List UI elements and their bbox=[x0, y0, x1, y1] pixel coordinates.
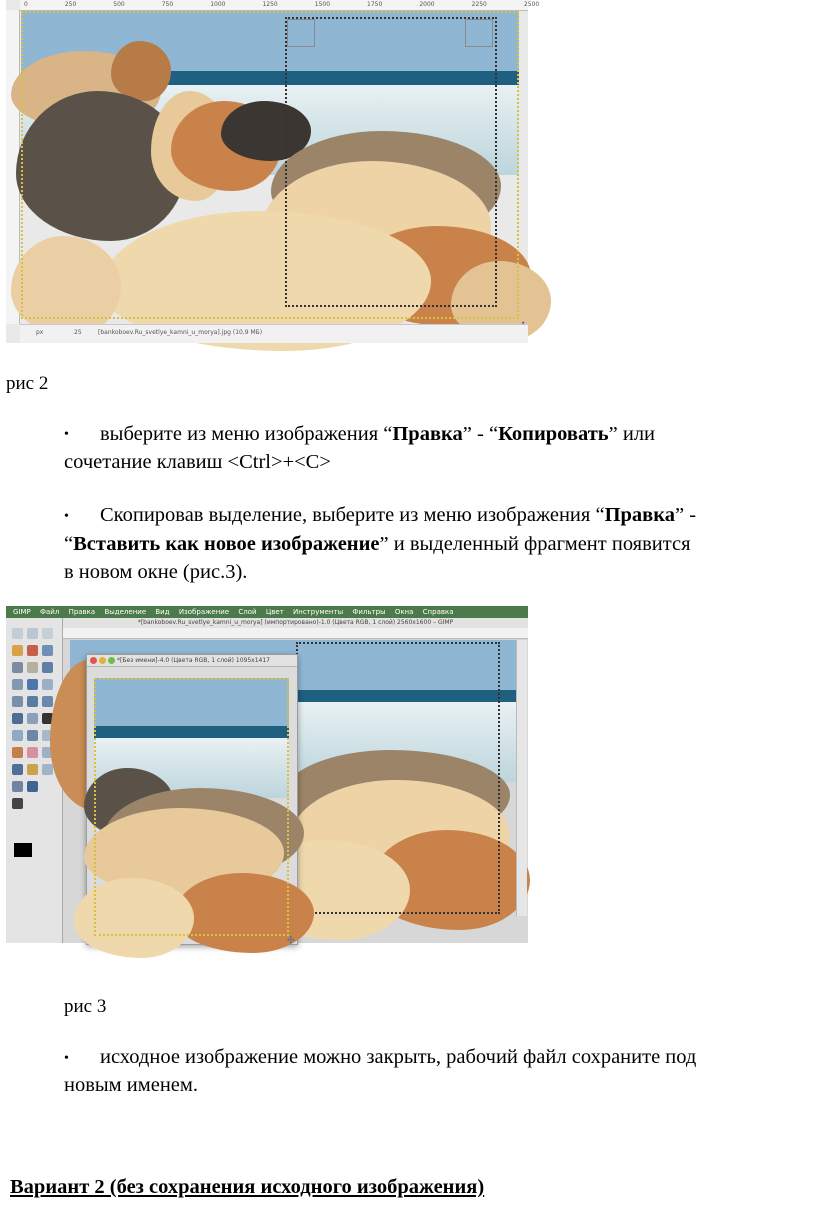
ruler-tick: 0 bbox=[24, 1, 28, 8]
menu-select[interactable]: Выделение bbox=[104, 608, 147, 616]
paths-tool-icon[interactable] bbox=[12, 662, 23, 673]
menu-view[interactable]: Вид bbox=[155, 608, 170, 616]
eraser-tool-icon[interactable] bbox=[27, 747, 38, 758]
blur-tool-icon[interactable] bbox=[12, 798, 23, 809]
figure-2-screenshot bbox=[6, 0, 540, 343]
color-picker-tool-icon[interactable] bbox=[27, 662, 38, 673]
main-window-title: *[bankoboev.Ru_svetlye_kamni_u_morya] (импортировано)-1.0 (Цвета RGB, 1 слой) 2560x1600 – GIMP bbox=[63, 618, 528, 629]
menu-edit[interactable]: Правка bbox=[68, 608, 96, 616]
ruler-tick: 750 bbox=[161, 1, 174, 8]
measure-tool-icon[interactable] bbox=[12, 679, 23, 690]
menu-item-name: Вставить как новое изображение bbox=[73, 533, 380, 555]
ruler-tick: 1500 bbox=[314, 1, 331, 8]
pencil-tool-icon[interactable] bbox=[12, 747, 23, 758]
ruler-tick: 2500 bbox=[523, 1, 540, 8]
figure-3-screenshot bbox=[6, 606, 528, 946]
bullet: • bbox=[64, 509, 69, 524]
step-1-line-1: выберите из меню изображения “Правка” - “Копировать” или bbox=[100, 423, 656, 445]
maximize-icon[interactable] bbox=[108, 657, 115, 664]
menu-file[interactable]: Файл bbox=[39, 608, 60, 616]
menu-windows[interactable]: Окна bbox=[394, 608, 414, 616]
fuzzy-select-tool-icon[interactable] bbox=[12, 645, 23, 656]
navigate-icon[interactable]: ✣ bbox=[287, 936, 295, 946]
foreground-color-swatch[interactable] bbox=[14, 843, 32, 857]
zoom-tool-icon[interactable] bbox=[42, 662, 53, 673]
menu-name: Правка bbox=[604, 504, 675, 526]
selection-handle[interactable] bbox=[465, 19, 493, 47]
selection-handle[interactable] bbox=[287, 19, 315, 47]
layer-boundary bbox=[94, 678, 289, 936]
step-3-line-2: новым именем. bbox=[64, 1074, 198, 1096]
bullet: • bbox=[64, 1051, 69, 1066]
new-window-title: *[Без имени]-4.0 (Цвета RGB, 1 слой) 1095x1417 bbox=[117, 657, 270, 664]
rectangle-selection[interactable] bbox=[285, 17, 497, 307]
step-1-line-2: сочетание клавиш <Ctrl>+<C> bbox=[64, 451, 331, 473]
flip-tool-icon[interactable] bbox=[12, 730, 23, 741]
figure-3-caption: рис 3 bbox=[64, 996, 107, 1017]
new-image-canvas[interactable] bbox=[94, 678, 289, 936]
ruler-tick: 1250 bbox=[262, 1, 278, 8]
status-text: [bankoboev.Ru_svetlye_kamni_u_morya].jpg (10,9 МБ) bbox=[98, 329, 263, 336]
status-bar bbox=[20, 324, 528, 343]
color-select-tool-icon[interactable] bbox=[27, 645, 38, 656]
scale-tool-icon[interactable] bbox=[42, 696, 53, 707]
free-select-tool-icon[interactable] bbox=[42, 628, 53, 639]
ink-tool-icon[interactable] bbox=[12, 764, 23, 775]
align-tool-icon[interactable] bbox=[42, 679, 53, 690]
menu-gimp[interactable]: GIMP bbox=[13, 608, 31, 616]
bullet: • bbox=[64, 427, 69, 442]
step-2-line-3: в новом окне (рис.3). bbox=[64, 561, 248, 583]
toolbox bbox=[6, 618, 63, 943]
minimize-icon[interactable] bbox=[99, 657, 106, 664]
rotate-tool-icon[interactable] bbox=[27, 696, 38, 707]
ruler-tick: 1750 bbox=[367, 1, 383, 8]
menu-image[interactable]: Изображение bbox=[178, 608, 230, 616]
vertical-scrollbar[interactable] bbox=[516, 640, 527, 916]
close-icon[interactable] bbox=[90, 657, 97, 664]
menu-colors[interactable]: Цвет bbox=[265, 608, 284, 616]
bucket-fill-tool-icon[interactable] bbox=[27, 730, 38, 741]
canvas-image[interactable] bbox=[21, 11, 519, 319]
gimp-menubar bbox=[6, 606, 528, 618]
ruler-tick: 500 bbox=[113, 1, 125, 8]
perspective-tool-icon[interactable] bbox=[27, 713, 38, 724]
section-heading: Вариант 2 (без сохранения исходного изображения) bbox=[10, 1176, 485, 1198]
menu-filters[interactable]: Фильтры bbox=[352, 608, 386, 616]
smudge-tool-icon[interactable] bbox=[12, 781, 23, 792]
new-image-window bbox=[86, 654, 298, 945]
crop-tool-icon[interactable] bbox=[12, 696, 23, 707]
heal-tool-icon[interactable] bbox=[42, 764, 53, 775]
ruler-tick: 1000 bbox=[210, 1, 226, 8]
dodge-burn-tool-icon[interactable] bbox=[27, 781, 38, 792]
menu-layer[interactable]: Слой bbox=[238, 608, 257, 616]
ruler-tick: 2000 bbox=[419, 1, 435, 8]
rect-select-tool-icon[interactable] bbox=[12, 628, 23, 639]
main-selection[interactable] bbox=[296, 642, 500, 914]
step-2-line-2: “Вставить как новое изображение” и выделенный фрагмент появится bbox=[64, 533, 691, 555]
zoom-select[interactable]: 25 bbox=[74, 329, 82, 336]
unit-select[interactable]: px bbox=[36, 329, 44, 336]
main-ruler[interactable] bbox=[63, 628, 528, 639]
menu-name: Правка bbox=[392, 423, 463, 445]
move-tool-icon[interactable] bbox=[27, 679, 38, 690]
menu-tools[interactable]: Инструменты bbox=[293, 608, 344, 616]
ruler-tick: 2250 bbox=[471, 1, 487, 8]
ellipse-select-tool-icon[interactable] bbox=[27, 628, 38, 639]
figure-2-caption: рис 2 bbox=[6, 373, 49, 394]
step-2-line-1: Скопировав выделение, выберите из меню изображения “Правка” - bbox=[100, 504, 697, 526]
new-window-titlebar bbox=[87, 655, 297, 667]
menu-item-name: Копировать bbox=[498, 423, 609, 445]
horizontal-ruler[interactable] bbox=[20, 0, 540, 11]
shear-tool-icon[interactable] bbox=[12, 713, 23, 724]
ruler-tick: 250 bbox=[64, 1, 77, 8]
menu-help[interactable]: Справка bbox=[422, 608, 454, 616]
scissors-tool-icon[interactable] bbox=[42, 645, 53, 656]
clone-tool-icon[interactable] bbox=[27, 764, 38, 775]
step-3-line-1: исходное изображение можно закрыть, рабочий файл сохраните под bbox=[100, 1046, 697, 1068]
